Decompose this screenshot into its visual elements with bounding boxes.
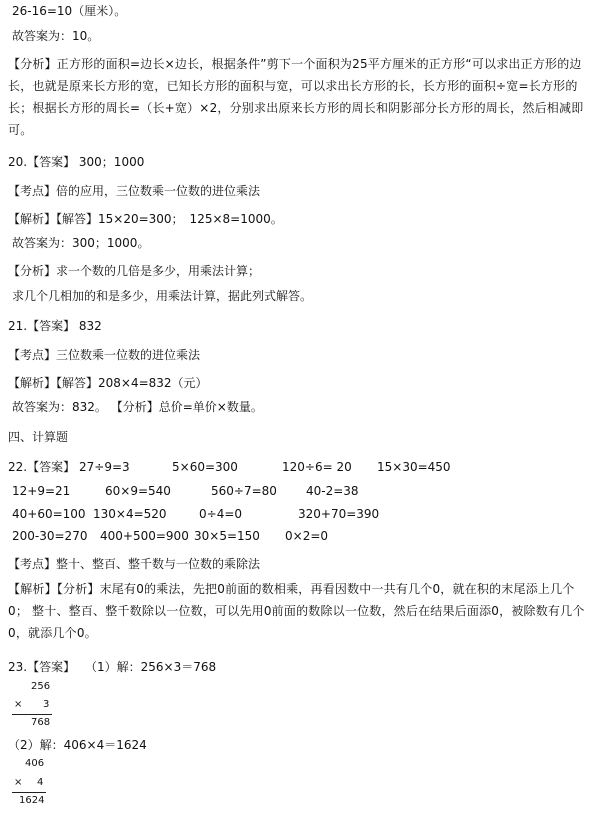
q22-item: 120÷6= 20 xyxy=(282,460,352,474)
analysis-rectangle: 【分析】正方形的面积=边长×边长，根据条件”剪下一个面积为25平方厘米的正方形“可以求出正方形的边长，也就是原来长方形的宽，已知长方形的面积与宽，可以求出长方形的长，长方形的面积÷宽=长方形的长；根据长方形的周长=（长+宽）×2，分别求出原来长方形的周长和阴影部分长方形的周长，然后相减即可。 xyxy=(8,57,584,137)
calc1-mul: 3 xyxy=(43,699,50,710)
q20-answer: 20.【答案】 300；1000 xyxy=(8,155,145,169)
q22-item: 27÷9=3 xyxy=(79,460,130,474)
q20-kaodian: 【考点】倍的应用，三位数乘一位数的进位乘法 xyxy=(8,184,261,198)
q22-item: 0÷4=0 xyxy=(199,507,243,521)
q21-kaodian: 【考点】三位数乘一位数的进位乘法 xyxy=(8,348,201,362)
q20-jiexi: 【解析】【解答】15×20=300； 125×8=1000。 xyxy=(8,212,283,226)
calc1-result: 768 xyxy=(31,717,51,728)
q22-item: 12+9=21 xyxy=(12,484,71,498)
q20-fenxi-1: 【分析】求一个数的几倍是多少，用乘法计算； xyxy=(8,264,261,278)
q22-item: 40-2=38 xyxy=(306,484,359,498)
q22-item: 5×60=300 xyxy=(172,460,238,474)
q22-item: 400+500=900 xyxy=(100,529,189,543)
calc1-op: × xyxy=(14,699,23,710)
calc2-result: 1624 xyxy=(19,795,45,806)
q22-item: 320+70=390 xyxy=(298,507,380,521)
q22-item: 200-30=270 xyxy=(12,529,88,543)
calc1-top: 256 xyxy=(31,681,51,692)
q22-item: 40+60=100 xyxy=(12,507,86,521)
answer-10-result: 故答案为：10。 xyxy=(12,29,100,43)
q22-item: 15×30=450 xyxy=(377,460,451,474)
q22-item: 0×2=0 xyxy=(285,529,329,543)
q20-result: 故答案为：300；1000。 xyxy=(12,236,150,250)
q22-item: 560÷7=80 xyxy=(211,484,277,498)
q22-item: 60×9=540 xyxy=(105,484,171,498)
calc2-top: 406 xyxy=(25,758,45,769)
q22-kaodian: 【考点】整十、整百、整千数与一位数的乘除法 xyxy=(8,557,261,571)
section-heading: 四、计算题 xyxy=(8,430,69,444)
q21-answer: 21.【答案】 832 xyxy=(8,319,102,333)
calc2-op: × xyxy=(14,777,23,788)
q20-fenxi-2: 求几个几相加的和是多少，用乘法计算，据此列式解答。 xyxy=(12,289,313,303)
calc2-rule xyxy=(12,792,46,793)
q22-label: 22.【答案】 xyxy=(8,460,76,474)
q22-item: 130×4=520 xyxy=(93,507,167,521)
q23-label: 23.【答案】 xyxy=(8,660,76,674)
calc2-mul: 4 xyxy=(37,777,44,788)
q22-item: 30×5=150 xyxy=(194,529,260,543)
q23-part2: （2）解：406×4＝1624 xyxy=(8,738,147,752)
q21-jiexi: 【解析】【解答】208×4=832（元） xyxy=(8,376,208,390)
q23-part1: （1）解：256×3＝768 xyxy=(85,660,217,674)
q21-result: 故答案为：832。 【分析】总价=单价×数量。 xyxy=(12,400,263,414)
line-26-16: 26-16=10（厘米）。 xyxy=(12,4,127,18)
q22-jiexi: 【解析】【分析】末尾有0的乘法，先把0前面的数相乘，再看因数中一共有几个0，就在积的末尾添上几个0； 整十、整百、整千数除以一位数，可以先用0前面的数除以一位数，然后在结果后面添0，被除数有几个0，就添几个0。 xyxy=(8,582,585,640)
calc1-rule xyxy=(12,714,52,715)
